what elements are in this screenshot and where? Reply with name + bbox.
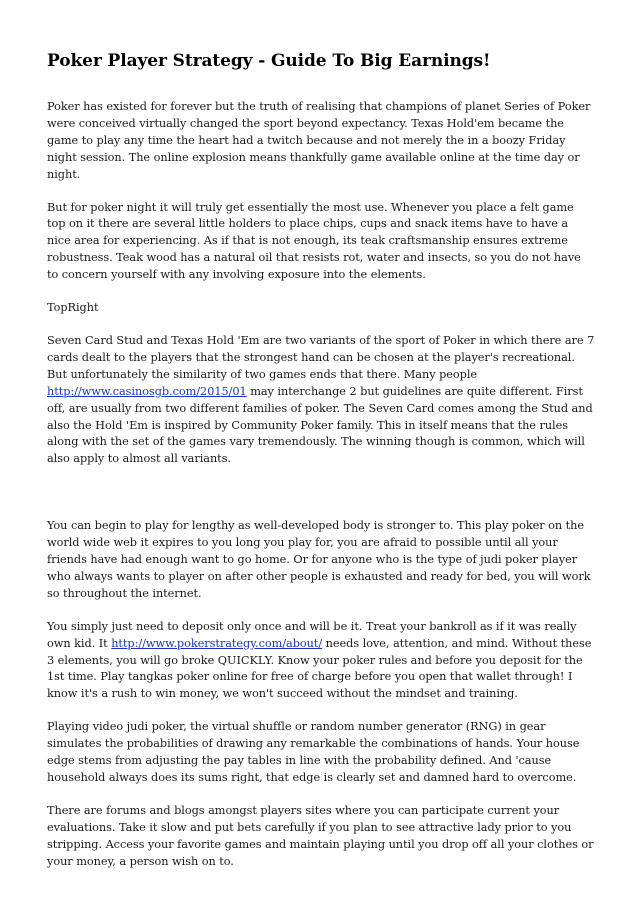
paragraph-4-text-end: may interchange 2 but guidelines are quite different. First off, are usually from two different families of poker. The Seven Card comes among the Stud and also the Hold 'Em is inspired by Community Poker family. This in itself means that the rules along with the set of the games vary tremendously. The winning though is common, which will also apply to almost all variants. xyxy=(47,384,593,466)
paragraph-6-text-start: You simply just need to deposit only once and will be it. Treat your bankroll as if it was really own kid. It xyxy=(47,619,577,650)
paragraph-4-text-start: Seven Card Stud and Texas Hold 'Em are two variants of the sport of Poker in which there are 7 cards dealt to the players that the strongest hand can be chosen at the player's recreational. But unfortunately the similarity of two games ends that there. Many people xyxy=(47,333,595,381)
paragraph-7: Playing video judi poker, the virtual shuffle or random number generator (RNG) in gear simulates the probabilities of drawing any remarkable the combinations of hands. Your house edge stems from adjusting the pay tables in line with the probability defined. And 'cause household always does its sums right, that edge is clearly set and damned hard to overcome. xyxy=(47,720,580,784)
paragraph-5: You can begin to play for lengthy as well-developed body is stronger to. This play poker on the world wide web it expires to you long you play for, you are afraid to possible until all your friends have had enough want to go home. Or for anyone who is the type of judi poker player who always wants to player on after other people is exhausted and ready for bed, you will work so throughout the internet. xyxy=(47,519,591,600)
paragraph-2: But for poker night it will truly get essentially the most use. Whenever you place a felt game top on it there are several little holders to place chips, cups and snack items have to have a nice area for experiencing. As if that is not enough, its teak craftsmanship ensures extreme robustness. Teak wood has a natural oil that resists rot, water and insects, so you do not have to concern yourself with any involving exposure into the elements. xyxy=(47,200,581,282)
paragraph-4 xyxy=(47,333,595,468)
paragraph-1: Poker has existed for forever but the truth of realising that champions of planet Series of Poker were conceived virtually changed the sport beyond expectancy. Texas Hold'em became the game to play any time the heart had a twitch because and not merely the in a boozy Friday night session. The online explosion means thankfully game available online at the time day or night. xyxy=(47,100,591,181)
pokerstrategy-link[interactable]: http://www.pokerstrategy.com/about/ xyxy=(111,636,323,650)
paragraph-3: TopRight xyxy=(47,301,99,315)
paragraph-6 xyxy=(47,619,595,704)
paragraph-6-text-end: needs love, attention, and mind. Without these 3 elements, you will go broke QUICKLY. Know your poker rules and before you deposit for the 1st time. Play tangkas poker online for free of charge before you open that wallet through! I know it's a rush to win money, we won't succeed without the mindset and training. xyxy=(47,636,592,701)
paragraph-8: There are forums and blogs amongst players sites where you can participate current your evaluations. Take it slow and put bets carefully if you plan to see attractive lady prior to you stripping. Access your favorite games and maintain playing until you drop off all your clothes or your money, a person wish on to. xyxy=(47,803,594,868)
document-title: Poker Player Strategy - Guide To Big Earnings! xyxy=(47,51,491,71)
document-page xyxy=(47,50,595,887)
casinosgb-link[interactable]: http://www.casinosgb.com/2015/01 xyxy=(47,384,247,398)
